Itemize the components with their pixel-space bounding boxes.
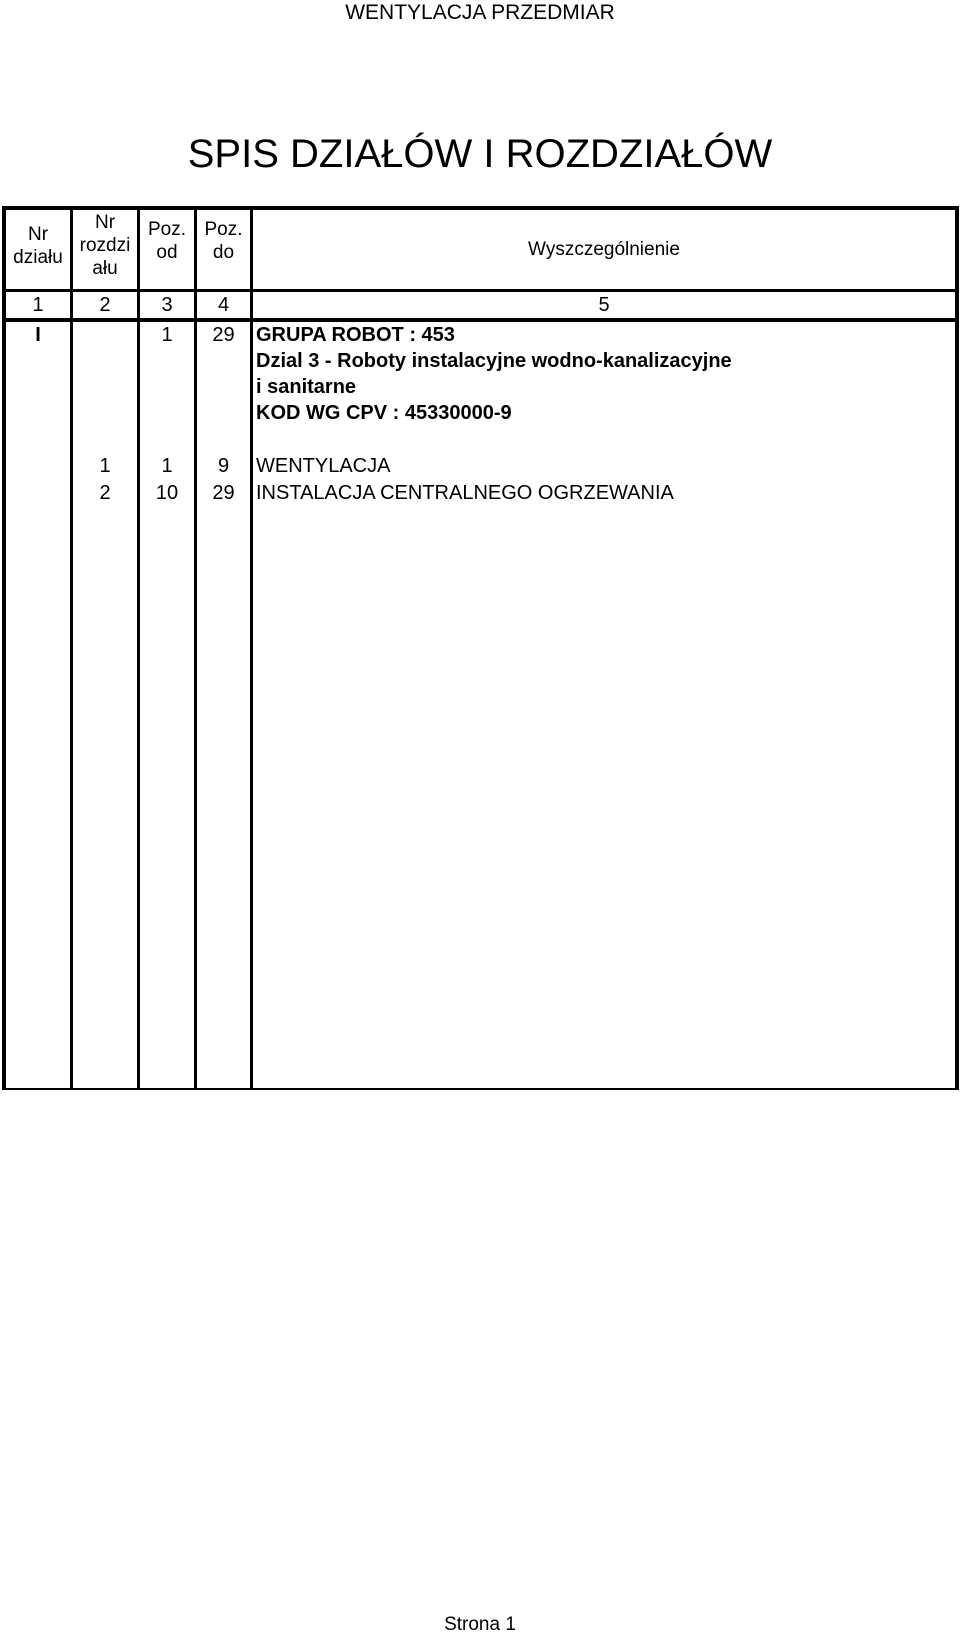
header-line: od (156, 242, 178, 263)
column-number-2: 2 (99, 294, 111, 316)
header-bottom-border (2, 289, 958, 292)
header-line: Poz. (147, 219, 187, 240)
column-numbers-bottom-border (2, 318, 958, 322)
header-line: Poz. (204, 219, 243, 240)
table-bottom-border (2, 1088, 958, 1090)
column-number-3: 3 (161, 294, 173, 316)
column-divider-1 (70, 206, 73, 1090)
header-line: do (212, 242, 235, 263)
header-nr-dzialu (6, 223, 70, 269)
table-right-border (955, 206, 959, 1090)
header-line: działu (13, 247, 63, 268)
header-poz-od (140, 218, 194, 264)
header-wyszczegolnienie (253, 238, 955, 261)
page-title: SPIS DZIAŁÓW I ROZDZIAŁÓW (187, 132, 773, 176)
header-poz-do (197, 218, 250, 264)
header-line: ału (92, 258, 118, 279)
column-number-5: 5 (598, 294, 610, 316)
row-poz-od: 1 (161, 455, 173, 477)
row-poz-od: 10 (155, 482, 179, 504)
header-line: rozdzi (79, 235, 131, 256)
table-top-border (2, 206, 958, 210)
group-description (256, 323, 732, 426)
column-number-4: 4 (217, 294, 230, 316)
row-rozdzial: 2 (99, 482, 111, 504)
header-nr-rozdzialu (73, 211, 137, 280)
group-line: GRUPA ROBOT : 453 (256, 324, 455, 346)
header-line: Nr (27, 224, 49, 245)
group-line: i sanitarne (256, 376, 357, 398)
header-line: Wyszczególnienie (528, 239, 680, 260)
group-poz-od: 1 (161, 324, 173, 346)
row-name: WENTYLACJA (256, 455, 391, 477)
running-header: WENTYLACJA PRZEDMIAR (345, 1, 615, 24)
group-dzial: I (35, 324, 41, 346)
group-poz-do: 29 (212, 324, 235, 346)
row-poz-do: 9 (217, 455, 230, 477)
header-line: Nr (94, 212, 116, 233)
column-divider-4 (250, 206, 253, 1090)
row-rozdzial: 1 (99, 455, 111, 477)
column-number-1: 1 (32, 294, 44, 316)
group-line: Dzial 3 - Roboty instalacyjne wodno-kanalizacyjne (256, 350, 732, 372)
page-number: Strona 1 (444, 1614, 516, 1635)
group-line: KOD WG CPV : 45330000-9 (256, 402, 512, 424)
row-name: INSTALACJA CENTRALNEGO OGRZEWANIA (256, 482, 674, 504)
row-poz-do: 29 (212, 482, 235, 504)
